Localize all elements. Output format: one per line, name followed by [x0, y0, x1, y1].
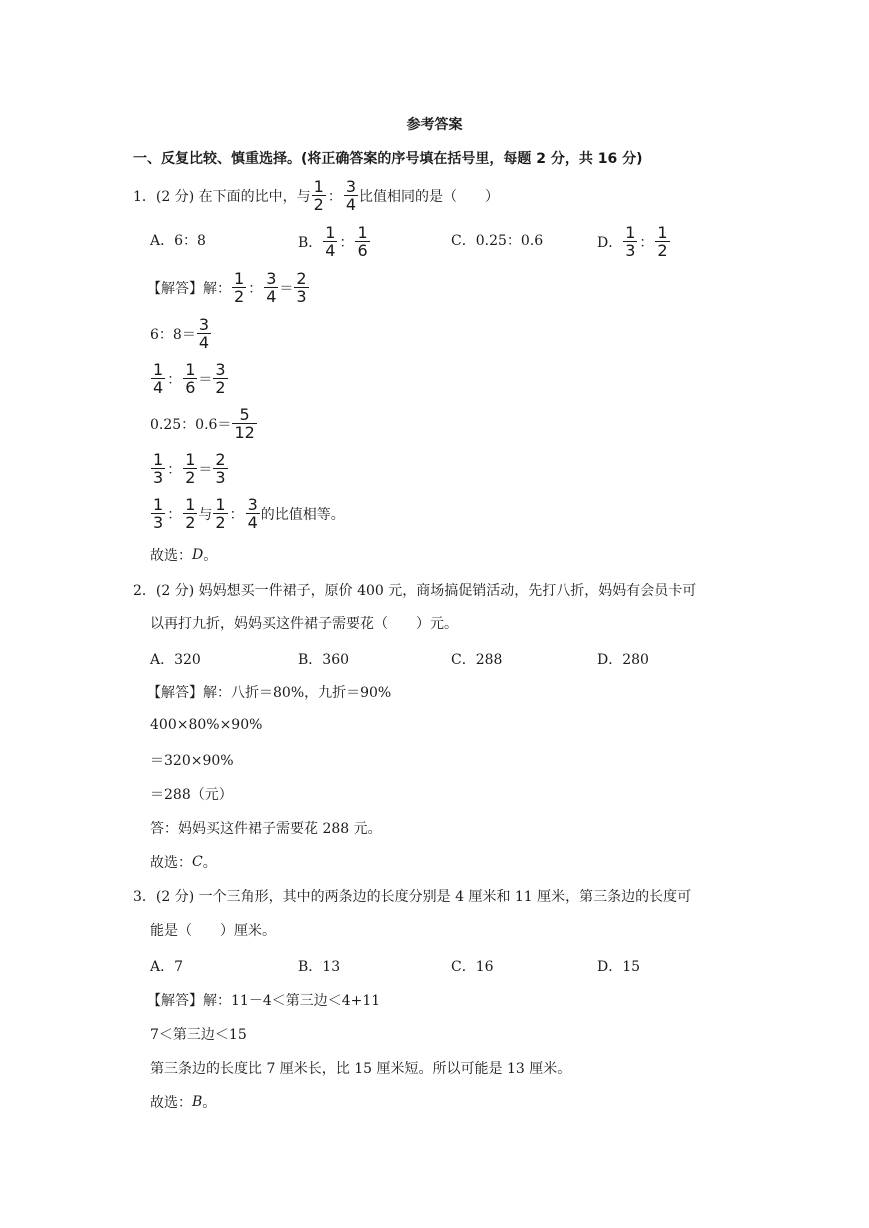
q3-stem-2: 能是（ ）厘米。	[150, 923, 276, 939]
q2-answer-line-2: 400×80%×90%	[150, 717, 263, 733]
fraction: $\frac{3}{4}$	[345, 177, 357, 214]
q1-option-a: A．6：8	[150, 233, 206, 249]
q3-choice: 故选： B 。	[150, 1094, 217, 1111]
q3-answer-line-3: 第三条边的长度比 7 厘米长，比 15 厘米短。所以可能是 13 厘米。	[150, 1061, 572, 1077]
q1-option-d: D． $\frac{1}{3}$ ： $\frac{1}{2}$	[597, 223, 668, 260]
q2-option-b: B．360	[298, 652, 350, 668]
q1-answer-line-2: 6：8＝ $\frac{3}{4}$	[150, 315, 210, 352]
q2-answer-line-3: ＝320×90%	[150, 753, 234, 769]
q2-option-d: D．280	[597, 652, 649, 668]
q3-option-d: D．15	[597, 959, 641, 975]
q1-answer-line-1: 【解答】解： $\frac{1}{2}$ ： $\frac{3}{4}$ ＝ $\frac{2}{3}$	[147, 269, 307, 306]
q2-answer-line-4: ＝288（元）	[150, 787, 233, 803]
q1-answer-line-4: 0.25：0.6＝ $\frac{5}{12}$	[150, 405, 255, 442]
q3-option-b: B．13	[298, 959, 341, 975]
q1-stem-post: 比值相同的是（ ）	[359, 188, 500, 205]
q3-stem-1: 3．(2 分) 一个三角形，其中的两条边的长度分别是 4 厘米和 11 厘米，第三条边的长度可	[133, 889, 692, 905]
q2-stem-1: 2．(2 分) 妈妈想买一件裙子，原价 400 元，商场搞促销活动，先打八折，妈妈有会员卡可	[133, 583, 697, 599]
q2-choice: 故选： C 。	[150, 854, 217, 871]
q1-choice: 故选： D 。	[150, 547, 218, 564]
q2-answer-line-1: 【解答】解：八折＝80%，九折＝90%	[147, 685, 392, 701]
q1-option-b: B． $\frac{1}{4}$ ： $\frac{1}{6}$	[298, 223, 368, 260]
q1-answer-line-3: $\frac{1}{4}$ ： $\frac{1}{6}$ ＝ $\frac{3}{2}$	[153, 360, 226, 397]
q3-answer-line-2: 7＜第三边＜15	[150, 1027, 247, 1043]
q1-option-c: C．0.25：0.6	[451, 233, 544, 249]
q1-answer-line-5: $\frac{1}{3}$ ： $\frac{1}{2}$ ＝ $\frac{2}{3}$	[153, 450, 226, 487]
q2-stem-2: 以再打九折，妈妈买这件裙子需要花（ ）元。	[150, 616, 458, 632]
q2-answer-line-5: 答：妈妈买这件裙子需要花 288 元。	[150, 821, 382, 837]
q2-option-c: C．288	[451, 652, 503, 668]
q1-stem: 1．(2 分) 在下面的比中，与 $\frac{1}{2}$ ： $\frac{3}{4}$ 比值相同的是（ ）	[133, 177, 500, 214]
q2-option-a: A．320	[150, 652, 201, 668]
q1-stem-pre: 1．(2 分) 在下面的比中，与	[133, 188, 311, 205]
q1-answer-line-6: $\frac{1}{3}$ ： $\frac{1}{2}$ 与 $\frac{1}{2}$ ： $\frac{3}{4}$ 的比值相等。	[153, 495, 345, 532]
q3-option-a: A．7	[150, 959, 184, 975]
page-title: 参考答案	[406, 117, 463, 133]
q3-option-c: C．16	[451, 959, 494, 975]
q3-answer-line-1: 【解答】解：11－4＜第三边＜4+11	[147, 993, 381, 1009]
fraction: $\frac{1}{2}$	[313, 177, 324, 214]
section-heading: 一、反复比较、慎重选择。(将正确答案的序号填在括号里，每题 2 分，共 16 分)	[133, 151, 643, 167]
